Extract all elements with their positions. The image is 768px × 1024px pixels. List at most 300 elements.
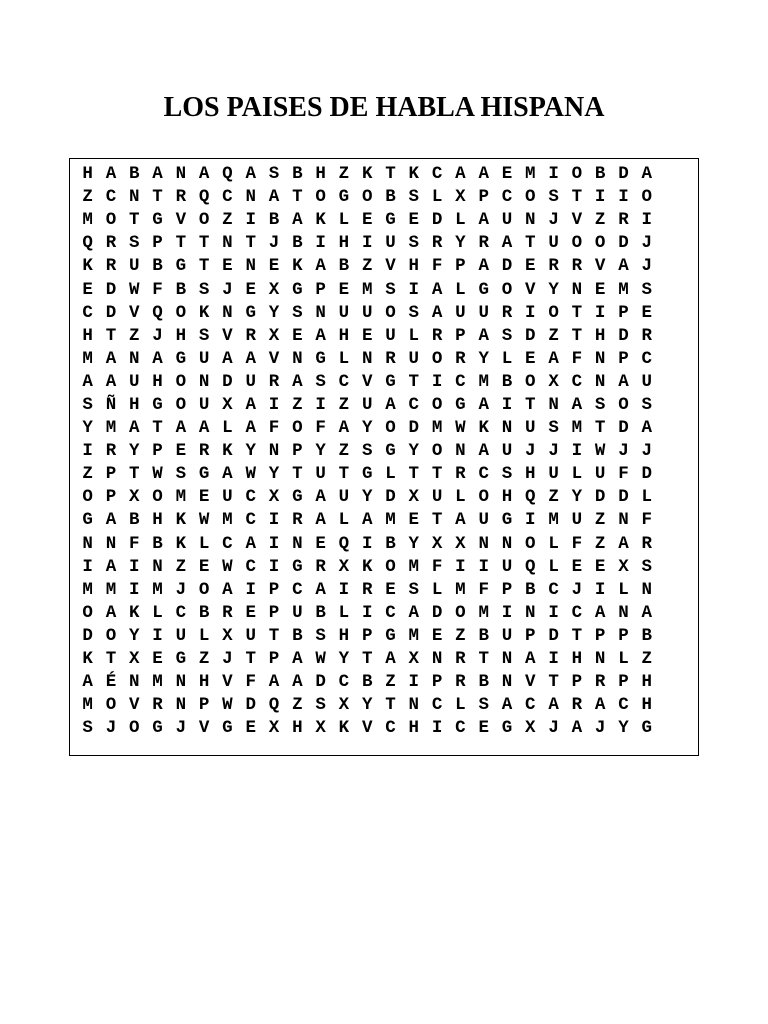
grid-letter: D <box>618 325 629 346</box>
grid-letter: I <box>245 210 256 231</box>
grid-letter: R <box>618 210 629 231</box>
grid-letter: E <box>315 533 326 554</box>
grid-letter: U <box>222 487 233 508</box>
grid-letter: S <box>128 233 140 254</box>
grid-letter: W <box>455 418 466 439</box>
grid-letter: N <box>408 695 420 716</box>
grid-letter: O <box>292 418 303 439</box>
grid-letter: A <box>641 418 653 439</box>
grid-letter: A <box>431 279 443 300</box>
grid-letter: L <box>548 556 559 577</box>
grid-letter: I <box>641 210 653 231</box>
grid-letter: B <box>385 187 396 208</box>
grid-letter: Y <box>361 695 373 716</box>
grid-letter: R <box>641 533 653 554</box>
grid-letter: K <box>82 256 93 277</box>
grid-letter: U <box>641 371 653 392</box>
grid-letter: O <box>431 348 443 369</box>
grid-letter: C <box>408 394 420 415</box>
grid-letter: L <box>338 602 350 623</box>
grid-letter: B <box>198 602 210 623</box>
grid-letter: R <box>455 649 466 670</box>
grid-letter: X <box>268 487 280 508</box>
grid-letter: Z <box>594 533 606 554</box>
grid-letter: Z <box>175 556 187 577</box>
grid-letter: O <box>455 602 466 623</box>
grid-letter: R <box>455 672 466 693</box>
grid-letter: P <box>501 579 513 600</box>
grid-letter: E <box>198 487 210 508</box>
grid-letter: N <box>618 602 629 623</box>
grid-letter: M <box>478 371 489 392</box>
grid-letter: P <box>618 348 629 369</box>
grid-letter: G <box>175 256 187 277</box>
grid-letter: S <box>292 302 303 323</box>
grid-letter: M <box>618 279 629 300</box>
grid-letter: K <box>175 510 187 531</box>
grid-letter: G <box>501 510 513 531</box>
grid-letter: E <box>82 279 93 300</box>
grid-letter: G <box>175 348 187 369</box>
grid-letter: E <box>245 718 256 739</box>
grid-row <box>76 579 658 602</box>
grid-letter: H <box>338 625 350 646</box>
grid-letter: Z <box>82 187 93 208</box>
grid-letter: I <box>408 672 420 693</box>
grid-letter: B <box>478 672 489 693</box>
grid-letter: T <box>571 625 583 646</box>
grid-letter: G <box>292 487 303 508</box>
grid-letter: V <box>525 672 536 693</box>
grid-letter: N <box>501 649 513 670</box>
grid-letter: U <box>128 371 140 392</box>
grid-letter: Q <box>152 302 163 323</box>
grid-row <box>76 278 658 301</box>
grid-letter: G <box>361 464 373 485</box>
grid-letter: A <box>152 164 163 185</box>
grid-letter: J <box>175 718 187 739</box>
grid-letter: M <box>105 579 117 600</box>
grid-letter: Y <box>245 441 256 462</box>
grid-letter: D <box>618 164 629 185</box>
grid-letter: C <box>292 579 303 600</box>
grid-letter: A <box>82 371 93 392</box>
grid-row <box>76 163 658 186</box>
grid-letter: I <box>82 556 93 577</box>
grid-letter: B <box>152 533 163 554</box>
grid-letter: A <box>292 672 303 693</box>
grid-letter: Y <box>455 233 466 254</box>
grid-letter: N <box>175 164 187 185</box>
grid-letter: S <box>315 371 326 392</box>
grid-letter: G <box>385 441 396 462</box>
grid-letter: Z <box>292 695 303 716</box>
grid-letter: B <box>641 625 653 646</box>
grid-letter: T <box>128 210 140 231</box>
grid-letter: R <box>222 602 233 623</box>
grid-row <box>76 371 658 394</box>
grid-letter: R <box>268 371 280 392</box>
grid-letter: D <box>222 371 233 392</box>
grid-letter: S <box>198 279 210 300</box>
grid-letter: H <box>315 164 326 185</box>
grid-letter: V <box>571 210 583 231</box>
grid-letter: O <box>641 187 653 208</box>
grid-letter: K <box>292 256 303 277</box>
grid-letter: Q <box>82 233 93 254</box>
grid-letter: P <box>455 256 466 277</box>
grid-letter: G <box>245 302 256 323</box>
grid-letter: H <box>338 325 350 346</box>
grid-letter: Y <box>82 418 93 439</box>
grid-letter: F <box>268 418 280 439</box>
grid-letter: H <box>338 233 350 254</box>
grid-letter: O <box>478 487 489 508</box>
grid-letter: L <box>501 348 513 369</box>
grid-letter: J <box>641 256 653 277</box>
grid-letter: S <box>361 441 373 462</box>
grid-letter: P <box>105 464 117 485</box>
grid-letter: A <box>455 510 466 531</box>
grid-letter: Z <box>641 649 653 670</box>
grid-letter: M <box>525 164 536 185</box>
grid-letter: R <box>455 464 466 485</box>
grid-letter: Y <box>268 302 280 323</box>
grid-letter: A <box>431 302 443 323</box>
grid-letter: X <box>338 695 350 716</box>
grid-letter: E <box>245 279 256 300</box>
grid-letter: Y <box>478 348 489 369</box>
grid-letter: B <box>175 279 187 300</box>
grid-letter: B <box>525 579 536 600</box>
grid-letter: X <box>618 556 629 577</box>
grid-letter: F <box>315 418 326 439</box>
grid-letter: A <box>478 210 489 231</box>
grid-letter: L <box>431 579 443 600</box>
grid-letter: E <box>501 164 513 185</box>
grid-letter: H <box>128 394 140 415</box>
grid-letter: A <box>105 164 117 185</box>
grid-row <box>76 625 658 648</box>
grid-letter: L <box>455 487 466 508</box>
grid-letter: L <box>618 579 629 600</box>
grid-letter: O <box>618 394 629 415</box>
grid-letter: E <box>292 325 303 346</box>
grid-letter: U <box>548 464 559 485</box>
grid-row <box>76 394 658 417</box>
grid-letter: N <box>175 695 187 716</box>
grid-letter: D <box>408 418 420 439</box>
grid-letter: T <box>478 649 489 670</box>
grid-letter: T <box>245 233 256 254</box>
grid-letter: M <box>222 510 233 531</box>
grid-letter: H <box>198 672 210 693</box>
grid-letter: Z <box>455 625 466 646</box>
grid-letter: N <box>82 533 93 554</box>
grid-letter: A <box>618 533 629 554</box>
grid-letter: Y <box>361 487 373 508</box>
grid-letter: L <box>198 533 210 554</box>
grid-letter: R <box>501 302 513 323</box>
grid-letter: S <box>641 556 653 577</box>
grid-letter: P <box>268 579 280 600</box>
grid-letter: N <box>128 187 140 208</box>
grid-letter: I <box>571 441 583 462</box>
grid-row <box>76 440 658 463</box>
word-search-box <box>69 158 699 756</box>
grid-letter: K <box>82 649 93 670</box>
grid-letter: O <box>548 302 559 323</box>
grid-letter: I <box>361 533 373 554</box>
grid-letter: U <box>245 371 256 392</box>
grid-letter: A <box>105 348 117 369</box>
grid-letter: I <box>594 302 606 323</box>
grid-letter: D <box>501 256 513 277</box>
grid-letter: E <box>361 210 373 231</box>
grid-letter: J <box>268 233 280 254</box>
grid-letter: T <box>525 233 536 254</box>
grid-letter: I <box>408 279 420 300</box>
grid-letter: M <box>431 418 443 439</box>
grid-letter: A <box>571 718 583 739</box>
grid-letter: L <box>431 187 443 208</box>
grid-letter: Y <box>128 625 140 646</box>
grid-letter: L <box>152 602 163 623</box>
grid-letter: L <box>222 418 233 439</box>
grid-letter: I <box>501 394 513 415</box>
grid-letter: A <box>315 510 326 531</box>
grid-row <box>76 717 658 740</box>
grid-letter: F <box>618 464 629 485</box>
grid-letter: B <box>315 602 326 623</box>
grid-letter: O <box>175 371 187 392</box>
grid-letter: O <box>385 556 396 577</box>
grid-letter: H <box>594 325 606 346</box>
grid-letter: I <box>525 510 536 531</box>
grid-letter: T <box>245 649 256 670</box>
grid-letter: D <box>105 302 117 323</box>
grid-letter: P <box>431 672 443 693</box>
grid-letter: P <box>618 672 629 693</box>
grid-letter: D <box>525 325 536 346</box>
grid-letter: V <box>198 718 210 739</box>
grid-letter: K <box>478 418 489 439</box>
grid-letter: Z <box>82 464 93 485</box>
grid-letter: N <box>128 672 140 693</box>
grid-letter: I <box>431 371 443 392</box>
grid-letter: D <box>618 418 629 439</box>
grid-letter: S <box>385 279 396 300</box>
grid-letter: O <box>525 533 536 554</box>
grid-letter: P <box>361 625 373 646</box>
grid-letter: N <box>501 672 513 693</box>
grid-letter: X <box>525 718 536 739</box>
grid-letter: T <box>105 325 117 346</box>
grid-letter: E <box>408 510 420 531</box>
grid-letter: P <box>198 695 210 716</box>
grid-letter: N <box>245 187 256 208</box>
grid-letter: S <box>315 695 326 716</box>
grid-letter: P <box>618 625 629 646</box>
grid-letter: R <box>548 256 559 277</box>
grid-letter: U <box>431 487 443 508</box>
grid-letter: X <box>408 649 420 670</box>
grid-letter: M <box>408 556 420 577</box>
grid-letter: V <box>268 348 280 369</box>
grid-letter: B <box>292 233 303 254</box>
grid-letter: S <box>548 187 559 208</box>
grid-letter: R <box>431 325 443 346</box>
grid-letter: Q <box>338 533 350 554</box>
grid-letter: X <box>455 187 466 208</box>
grid-letter: P <box>268 602 280 623</box>
grid-letter: X <box>268 718 280 739</box>
grid-letter: J <box>105 718 117 739</box>
grid-letter: W <box>245 464 256 485</box>
grid-letter: J <box>222 649 233 670</box>
grid-letter: A <box>315 256 326 277</box>
grid-letter: Y <box>408 441 420 462</box>
grid-letter: Z <box>338 394 350 415</box>
grid-letter: Z <box>594 510 606 531</box>
grid-letter: D <box>245 695 256 716</box>
grid-letter: A <box>478 256 489 277</box>
grid-letter: B <box>268 210 280 231</box>
grid-letter: X <box>431 533 443 554</box>
grid-letter: P <box>455 325 466 346</box>
grid-letter: N <box>222 302 233 323</box>
grid-letter: B <box>594 164 606 185</box>
grid-letter: N <box>594 649 606 670</box>
grid-letter: D <box>641 464 653 485</box>
grid-row <box>76 325 658 348</box>
grid-letter: A <box>501 233 513 254</box>
grid-letter: H <box>641 672 653 693</box>
grid-letter: É <box>105 672 117 693</box>
grid-letter: Q <box>268 695 280 716</box>
grid-letter: A <box>82 672 93 693</box>
grid-letter: T <box>571 302 583 323</box>
grid-letter: A <box>245 394 256 415</box>
grid-letter: G <box>198 464 210 485</box>
grid-letter: W <box>222 556 233 577</box>
grid-row <box>76 255 658 278</box>
grid-row <box>76 209 658 232</box>
grid-letter: B <box>338 256 350 277</box>
grid-letter: J <box>525 441 536 462</box>
grid-letter: I <box>618 187 629 208</box>
grid-letter: R <box>478 233 489 254</box>
grid-letter: U <box>128 256 140 277</box>
grid-letter: G <box>292 279 303 300</box>
grid-letter: J <box>548 210 559 231</box>
grid-letter: O <box>571 164 583 185</box>
grid-row <box>76 694 658 717</box>
grid-row <box>76 302 658 325</box>
grid-letter: V <box>222 325 233 346</box>
grid-letter: F <box>245 672 256 693</box>
grid-letter: X <box>222 394 233 415</box>
grid-letter: A <box>128 418 140 439</box>
grid-letter: Y <box>338 649 350 670</box>
grid-letter: O <box>105 695 117 716</box>
grid-letter: H <box>82 325 93 346</box>
grid-letter: V <box>385 256 396 277</box>
grid-letter: U <box>315 464 326 485</box>
grid-letter: C <box>431 695 443 716</box>
grid-letter: L <box>548 533 559 554</box>
grid-letter: C <box>82 302 93 323</box>
grid-letter: L <box>455 695 466 716</box>
grid-letter: T <box>571 325 583 346</box>
grid-letter: A <box>315 487 326 508</box>
grid-letter: L <box>618 649 629 670</box>
grid-letter: Q <box>525 556 536 577</box>
grid-letter: I <box>268 556 280 577</box>
grid-letter: X <box>268 279 280 300</box>
grid-letter: R <box>361 579 373 600</box>
grid-letter: A <box>152 348 163 369</box>
grid-letter: D <box>594 487 606 508</box>
grid-letter: A <box>222 464 233 485</box>
grid-letter: G <box>501 718 513 739</box>
grid-letter: T <box>198 256 210 277</box>
grid-letter: A <box>594 695 606 716</box>
grid-letter: N <box>105 533 117 554</box>
grid-letter: O <box>128 718 140 739</box>
grid-letter: Z <box>385 672 396 693</box>
grid-letter: S <box>175 464 187 485</box>
grid-letter: S <box>408 579 420 600</box>
grid-letter: X <box>128 649 140 670</box>
grid-letter: R <box>105 256 117 277</box>
grid-letter: A <box>222 348 233 369</box>
grid-letter: L <box>198 625 210 646</box>
grid-letter: Z <box>338 164 350 185</box>
grid-letter: A <box>548 695 559 716</box>
grid-letter: U <box>478 302 489 323</box>
grid-letter: N <box>548 394 559 415</box>
grid-letter: G <box>152 394 163 415</box>
grid-letter: Z <box>222 210 233 231</box>
grid-letter: M <box>571 418 583 439</box>
grid-letter: E <box>408 210 420 231</box>
grid-letter: N <box>641 579 653 600</box>
grid-letter: E <box>245 602 256 623</box>
grid-letter: U <box>361 394 373 415</box>
grid-letter: A <box>268 672 280 693</box>
grid-letter: Z <box>198 649 210 670</box>
grid-letter: I <box>431 718 443 739</box>
grid-letter: Q <box>525 487 536 508</box>
grid-letter: R <box>105 233 117 254</box>
grid-letter: Y <box>408 533 420 554</box>
grid-letter: I <box>548 602 559 623</box>
grid-letter: A <box>641 602 653 623</box>
grid-letter: N <box>571 279 583 300</box>
grid-letter: P <box>594 625 606 646</box>
grid-letter: D <box>618 487 629 508</box>
grid-letter: P <box>105 487 117 508</box>
grid-letter: N <box>455 441 466 462</box>
grid-letter: T <box>152 418 163 439</box>
grid-letter: J <box>175 579 187 600</box>
grid-letter: M <box>175 487 187 508</box>
grid-letter: C <box>618 695 629 716</box>
grid-letter: I <box>128 579 140 600</box>
grid-letter: M <box>152 672 163 693</box>
grid-letter: V <box>361 371 373 392</box>
